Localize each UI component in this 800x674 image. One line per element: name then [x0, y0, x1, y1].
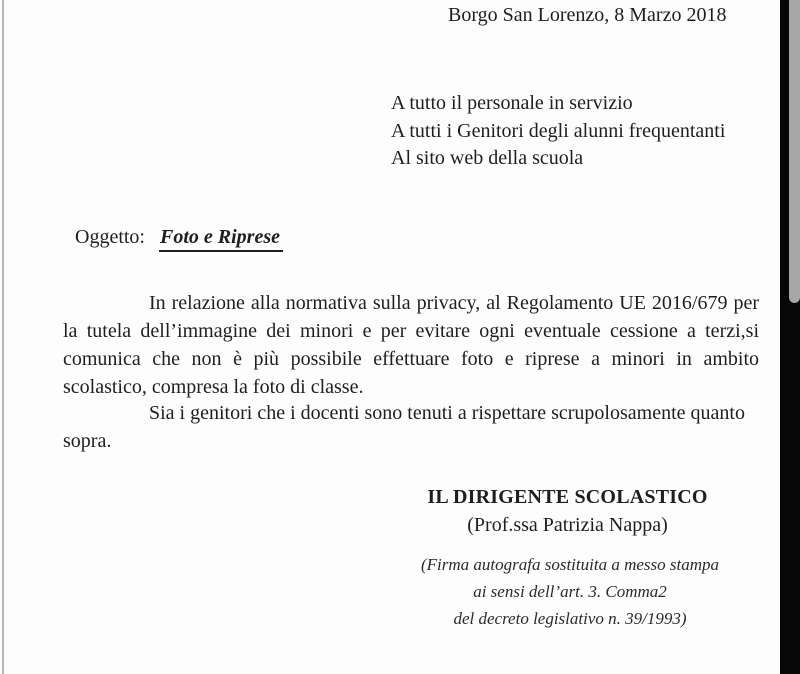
page-left-edge-line	[2, 0, 4, 674]
recipient-line: A tutto il personale in servizio	[391, 92, 633, 114]
letter-date: Borgo San Lorenzo, 8 Marzo 2018	[448, 4, 727, 26]
body-paragraph: Sia i genitori che i docenti sono tenuti a rispettare scrupolosamente quanto sopra.	[63, 402, 745, 452]
recipients-block	[391, 90, 725, 173]
subject-row	[75, 226, 283, 252]
footnote-line: ai sensi dell’art. 3. Comma2	[473, 582, 667, 601]
subject-label: Oggetto:	[75, 226, 145, 248]
footnote-line: del decreto legislativo n. 39/1993)	[453, 609, 687, 628]
body-paragraph: In relazione alla normativa sulla privacy, al Regolamento UE 2016/679 per la tutela dell’immagine dei minori e per evitare ogni eventuale cessione a terzi,si comunica che non è più possibile effettuare foto e riprese a minori in ambito scolastico, compresa la foto di classe.	[63, 292, 759, 398]
recipient-line: A tutti i Genitori degli alunni frequentanti	[391, 119, 726, 142]
footnote-line: (Firma autografa sostituita a messo stampa	[421, 555, 719, 574]
signature-block	[415, 483, 720, 539]
signature-role: IL DIRIGENTE SCOLASTICO	[427, 486, 708, 508]
recipient-line: Al sito web della scuola	[391, 147, 584, 169]
scrollbar-thumb[interactable]	[789, 0, 800, 303]
signature-name: (Prof.ssa Patrizia Nappa)	[467, 514, 668, 536]
subject-value: Foto e Riprese	[159, 226, 283, 252]
footnote-block	[400, 551, 740, 632]
